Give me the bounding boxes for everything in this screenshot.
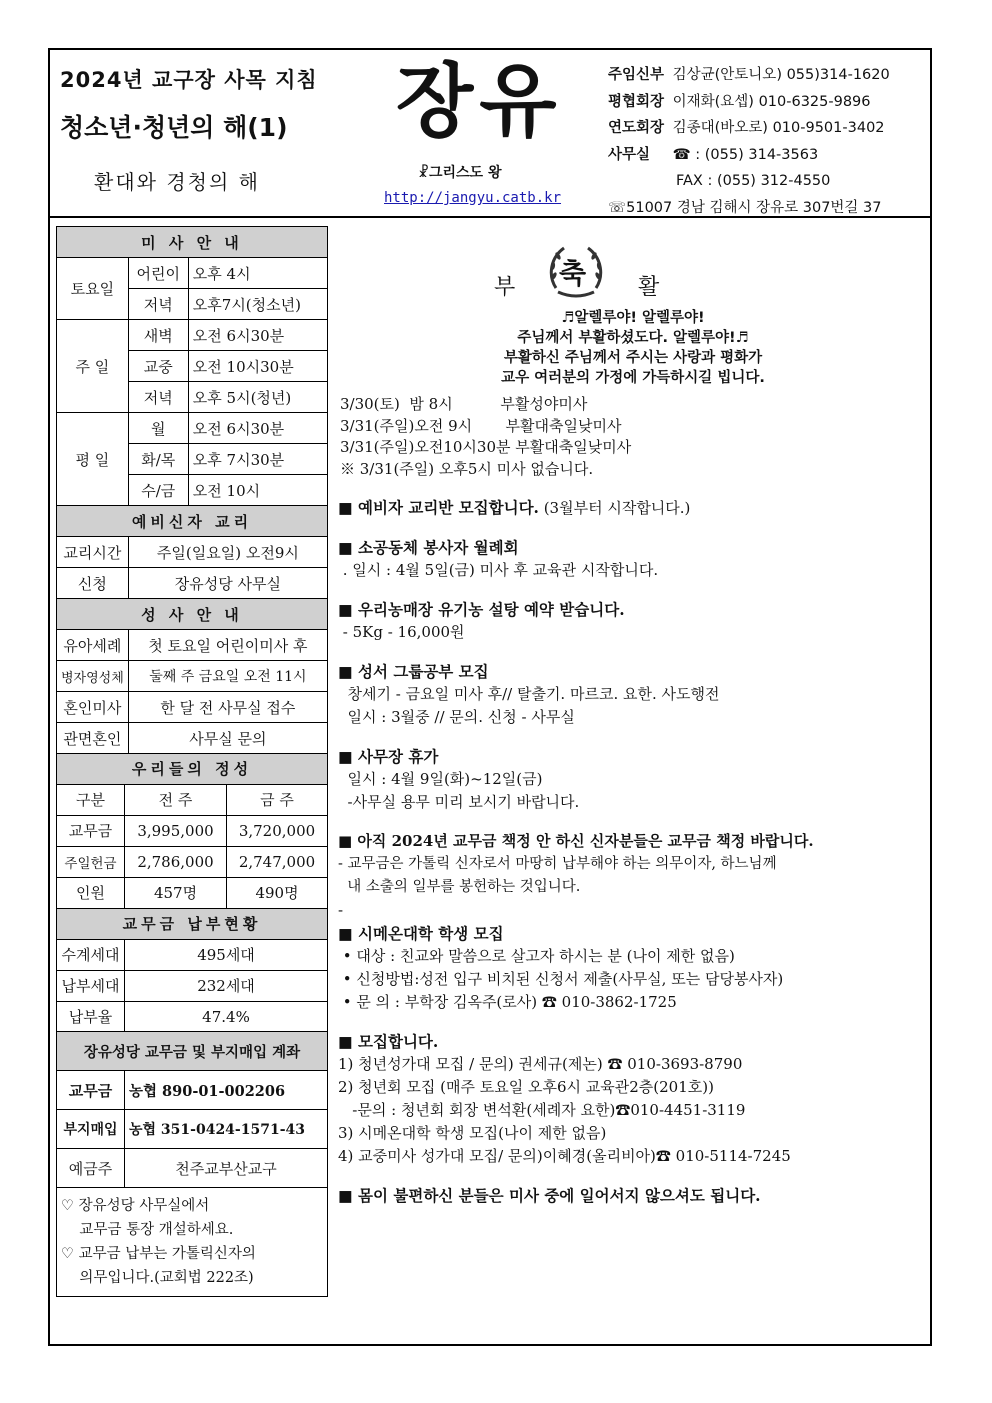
masthead: 장유 [396, 55, 563, 148]
notice-catechumen [338, 496, 928, 520]
mass-time: 오후 4시 [188, 258, 327, 289]
catechumen-title: 예비신자 교리 [57, 506, 328, 537]
mass-time: 오후7시(청소년) [188, 289, 327, 320]
easter-line: ♬알렐루야! 알렐루야! [561, 310, 705, 326]
mass-key: 저녁 [128, 289, 188, 320]
contact-pastor: 주임신부 김상균(안토니오) 055)314-1620 [608, 67, 890, 83]
sacrament-key: 혼인미사 [57, 692, 129, 723]
mass-key: 화/목 [128, 444, 188, 475]
sunday-label: 주 일 [57, 320, 129, 413]
mass-time: 오전 6시30분 [188, 320, 327, 351]
dues-title: 교무금 납부현황 [57, 908, 328, 939]
offering-header: 금 주 [227, 784, 328, 815]
easter-left: 부 [494, 275, 520, 300]
notice-vacation [338, 745, 928, 814]
dues-key: 수계세대 [57, 939, 125, 970]
notice-line: 1) 청년성가대 모집 / 문의) 권세규(제논) ☎ 010-3693-8790 [338, 1055, 743, 1073]
notice-line: • 문 의 : 부학장 김옥주(로사) ☎ 010-3862-1725 [338, 993, 677, 1011]
mass-key: 수/금 [128, 475, 188, 506]
dues-value: 47.4% [125, 1001, 328, 1032]
offering-cell: 3,995,000 [125, 815, 227, 846]
guideline-title: 2024년 교구장 사목 지침 [60, 68, 318, 92]
catechumen-value: 주일(일요일) 오전9시 [128, 537, 327, 568]
accounts-notes [56, 1188, 328, 1297]
easter-line: 교우 여러분의 가정에 가득하시길 빕니다. [501, 370, 765, 386]
mass-time: 오전 10시 [188, 475, 327, 506]
note-line: 의무입니다.(교회법 222조) [61, 1270, 254, 1286]
notice-line: 창세기 - 금요일 미사 후// 탈출기. 마르코. 요한. 사도행전 [338, 685, 720, 703]
account-key: 부지매입 [57, 1110, 125, 1149]
account-value: 농협 890-01-002206 [125, 1071, 328, 1110]
sacrament-value: 둘째 주 금요일 오전 11시 [128, 661, 327, 692]
sacrament-value: 한 달 전 사무실 접수 [128, 692, 327, 723]
notice-line: - [338, 901, 344, 919]
notice-title: ■ 시메온대학 학생 모집 [338, 924, 504, 943]
mass-time: 오후 7시30분 [188, 444, 327, 475]
notice-line: 3) 시메온대학 학생 모집(나이 제한 없음) [338, 1124, 607, 1142]
note-line: ♡ 장유성당 사무실에서 [61, 1198, 210, 1214]
easter-line: 주님께서 부활하셨도다. 알렐루야!♬ [517, 330, 749, 346]
offering-cell: 교무금 [57, 815, 125, 846]
offering-cell: 2,786,000 [125, 846, 227, 877]
mass-time: 오전 6시30분 [188, 413, 327, 444]
notice-line: 내 소출의 일부를 봉헌하는 것입니다. [338, 879, 581, 895]
offering-cell: 490명 [227, 877, 328, 908]
notice-line: 일시 : 3월중 // 문의. 신청 - 사무실 [338, 708, 575, 726]
dues-value: 495세대 [125, 939, 328, 970]
notice-simeon [338, 922, 928, 1014]
offering-cell: 인원 [57, 877, 125, 908]
sacrament-value: 사무실 문의 [128, 723, 327, 754]
offering-header: 전 주 [125, 784, 227, 815]
notice-community [338, 536, 928, 582]
notice-title: ■ 예비자 교리반 모집합니다. [338, 498, 539, 517]
easter-greeting [338, 226, 928, 394]
notice-title: ■ 아직 2024년 교무금 책정 안 하신 신자분들은 교무금 책정 바랍니다. [338, 832, 814, 850]
offering-row [57, 846, 328, 877]
offering-table [56, 753, 328, 1033]
notice-title: ■ 모집합니다. [338, 1032, 439, 1051]
easter-right: 활 [638, 275, 664, 300]
offering-row [57, 815, 328, 846]
notice-line: -사무실 용무 미리 보시기 바랍니다. [338, 793, 580, 811]
sacrament-key: 병자영성체 [57, 661, 129, 692]
catechumen-key: 신청 [57, 568, 129, 599]
mass-title: 미 사 안 내 [57, 227, 328, 258]
main-content [338, 226, 928, 1207]
schedule-line: 3/30(토) 밤 8시 부활성야미사 [340, 395, 588, 413]
offering-header: 구분 [57, 784, 125, 815]
offering-cell: 3,720,000 [227, 815, 328, 846]
notice-line: -문의 : 청년회 회장 변석환(세례자 요한)☎010-4451-3119 [338, 1101, 746, 1119]
notice-line: • 대상 : 친교와 말씀으로 살고자 하시는 분 (나이 제한 없음) [338, 947, 735, 965]
wreath-icon [544, 240, 608, 304]
account-value: 농협 351-0424-1571-43 [125, 1110, 328, 1149]
mass-time: 오후 5시(청년) [188, 382, 327, 413]
catechumen-key: 교리시간 [57, 537, 129, 568]
contact-fax: FAX : (055) 312-4550 [676, 173, 831, 189]
saturday-label: 토요일 [57, 258, 129, 320]
sacrament-key: 유아세례 [57, 630, 129, 661]
mass-key: 월 [128, 413, 188, 444]
mass-key: 저녁 [128, 382, 188, 413]
offering-cell: 457명 [125, 877, 227, 908]
offering-cell: 주일헌금 [57, 846, 125, 877]
notice-title: ■ 성서 그룹공부 모집 [338, 662, 489, 681]
header [50, 50, 930, 218]
catechumen-value: 장유성당 사무실 [128, 568, 327, 599]
schedule-line: ※ 3/31(주일) 오후5시 미사 없습니다. [340, 459, 594, 478]
notice-title: ■ 몸이 불편하신 분들은 미사 중에 일어서지 않으셔도 됩니다. [338, 1186, 761, 1205]
mass-key: 새벽 [128, 320, 188, 351]
notice-line: 일시 : 4월 9일(화)~12일(금) [338, 770, 543, 788]
notice-title: ■ 사무장 휴가 [338, 747, 439, 766]
dues-value: 232세대 [125, 970, 328, 1001]
sacrament-key: 관면혼인 [57, 723, 129, 754]
notice-dues [338, 830, 928, 922]
notice-sugar [338, 598, 928, 644]
notice-line: 4) 교중미사 성가대 모집/ 문의)이혜경(올리비아)☎ 010-5114-7245 [338, 1147, 791, 1165]
easter-line: 부활하신 주님께서 주시는 사랑과 평화가 [503, 350, 763, 366]
offering-row [57, 877, 328, 908]
offering-cell: 2,747,000 [227, 846, 328, 877]
accounts-title: 장유성당 교무금 및 부지매입 계좌 [57, 1032, 328, 1071]
easter-schedule [340, 394, 928, 480]
contacts [608, 62, 890, 221]
contact-office: 사무실 ☎ : (055) 314-3563 [608, 146, 819, 163]
year-subtheme: 환대와 경청의 해 [94, 170, 260, 194]
mass-key: 어린이 [128, 258, 188, 289]
notice-suffix: (3월부터 시작합니다.) [538, 499, 691, 517]
notice-line: • 신청방법:성전 입구 비치된 신청서 제출(사무실, 또는 담당봉사자) [338, 970, 784, 988]
easter-message [338, 308, 928, 388]
mass-key: 교중 [128, 351, 188, 382]
info-table [56, 226, 328, 754]
dues-key: 납부세대 [57, 970, 125, 1001]
sacrament-title: 성 사 안 내 [57, 599, 328, 630]
notice-sitting [338, 1184, 928, 1207]
sidebar [56, 226, 328, 1297]
account-key: 예금주 [57, 1149, 125, 1188]
contact-council: 평협회장 이재화(요셉) 010-6325-9896 [608, 93, 871, 110]
christ-king-label: ☧그리스도 왕 [418, 165, 502, 181]
note-line: ♡ 교무금 납부는 가톨릭신자의 [61, 1246, 256, 1262]
mass-time: 오전 10시30분 [188, 351, 327, 382]
account-key: 교무금 [57, 1071, 125, 1110]
notice-recruit [338, 1030, 928, 1168]
offering-title: 우리들의 정성 [57, 753, 328, 784]
sacrament-value: 첫 토요일 어린이미사 후 [128, 630, 327, 661]
notice-line: - 5Kg - 16,000원 [338, 623, 465, 641]
contact-address: ☏51007 경남 김해시 장유로 307번길 37 [608, 199, 882, 216]
bulletin-frame [48, 48, 932, 1346]
schedule-line: 3/31(주일)오전10시30분 부활대축일낮미사 [340, 438, 632, 456]
schedule-line: 3/31(주일)오전 9시 부활대축일낮미사 [340, 416, 622, 435]
notice-line: 2) 청년회 모집 (매주 토요일 오후6시 교육관2층(201호)) [338, 1078, 714, 1096]
notice-line: - 교무금은 가톨릭 신자로서 마땅히 납부해야 하는 의무이자, 하느님께 [338, 856, 777, 872]
weekday-label: 평 일 [57, 413, 129, 506]
account-value: 천주교부산교구 [125, 1149, 328, 1188]
dues-key: 납부율 [57, 1001, 125, 1032]
notice-bible-study [338, 660, 928, 729]
easter-center: 축 [559, 257, 587, 290]
notice-title: ■ 소공동체 봉사자 월례회 [338, 538, 519, 557]
year-theme: 청소년·청년의 해(1) [60, 113, 288, 142]
notice-line: . 일시 : 4월 5일(금) 미사 후 교육관 시작합니다. [338, 561, 659, 579]
website-link[interactable]: http://jangyu.catb.kr [384, 190, 562, 206]
note-line: 교무금 통장 개설하세요. [61, 1222, 234, 1238]
accounts-table [56, 1031, 328, 1188]
notice-title: ■ 우리농매장 유기농 설탕 예약 받습니다. [338, 600, 625, 619]
contact-yeondo: 연도회장 김종대(바오로) 010-9501-3402 [608, 120, 885, 136]
